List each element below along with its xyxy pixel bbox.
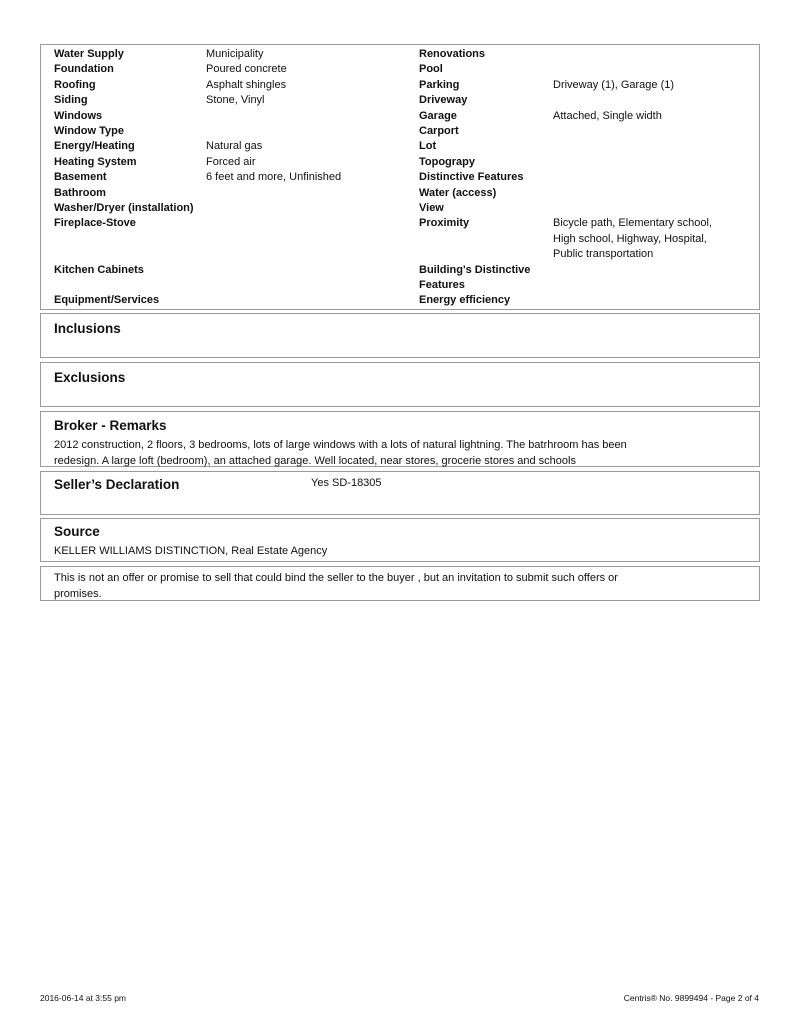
feature-label: Topograpy bbox=[419, 155, 476, 168]
feature-label: Window Type bbox=[54, 125, 124, 137]
features-table bbox=[40, 44, 760, 310]
section-title: Seller’s Declaration bbox=[54, 477, 180, 492]
feature-label: Windows bbox=[54, 109, 103, 122]
feature-value: Asphalt shingles bbox=[206, 78, 287, 91]
feature-label: Pool bbox=[419, 63, 443, 76]
feature-label: Parking bbox=[419, 78, 460, 91]
footer-date: 2016-06-14 at 3:55 pm bbox=[40, 993, 127, 1003]
feature-label: View bbox=[419, 202, 444, 214]
feature-value: High school, Highway, Hospital, bbox=[553, 232, 707, 245]
disclaimer-section bbox=[40, 566, 760, 601]
feature-label: Renovations bbox=[419, 48, 486, 60]
broker-remarks-section bbox=[40, 411, 760, 467]
section-title: Exclusions bbox=[54, 370, 126, 385]
feature-label: Fireplace-Stove bbox=[54, 217, 136, 230]
feature-label: Water (access) bbox=[419, 186, 497, 199]
feature-label: Water Supply bbox=[54, 48, 124, 60]
feature-value: Forced air bbox=[206, 155, 256, 168]
feature-value: Driveway (1), Garage (1) bbox=[553, 78, 675, 91]
feature-value: Poured concrete bbox=[206, 63, 287, 76]
feature-label: Driveway bbox=[419, 94, 468, 107]
feature-label: Building's Distinctive bbox=[419, 263, 531, 276]
sellers-declaration-section bbox=[40, 471, 760, 515]
remarks-line: 2012 construction, 2 floors, 3 bedrooms, lots of large windows with a lots of natural lightning. The batrhroom has been bbox=[54, 439, 627, 451]
feature-value: Public transportation bbox=[553, 248, 654, 261]
feature-label: Siding bbox=[54, 94, 88, 107]
disclaimer-line: promises. bbox=[54, 587, 102, 600]
feature-label: Carport bbox=[419, 125, 459, 137]
feature-label: Lot bbox=[419, 140, 437, 153]
feature-label: Equipment/Services bbox=[54, 294, 160, 307]
footer-page-info: Centris® No. 9899494 - Page 2 of 4 bbox=[623, 993, 759, 1003]
feature-value: Natural gas bbox=[206, 140, 263, 153]
remarks-line: redesign. A large loft (bedroom), an attached garage. Well located, near stores, grocerie stores and schools bbox=[54, 454, 576, 467]
feature-label: Kitchen Cabinets bbox=[54, 263, 144, 276]
feature-label: Basement bbox=[54, 171, 107, 184]
feature-value: Bicycle path, Elementary school, bbox=[553, 217, 712, 230]
feature-value: Attached, Single width bbox=[553, 109, 662, 122]
feature-label: Washer/Dryer (installation) bbox=[54, 202, 194, 214]
disclaimer-line: This is not an offer or promise to sell that could bind the seller to the buyer , but an invitation to submit such offers or bbox=[54, 572, 618, 584]
source-section bbox=[40, 518, 760, 562]
feature-label: Heating System bbox=[54, 155, 137, 168]
feature-label: Energy efficiency bbox=[419, 294, 511, 307]
feature-label: Bathroom bbox=[54, 186, 106, 199]
feature-value: 6 feet and more, Unfinished bbox=[206, 171, 342, 184]
feature-label: Garage bbox=[419, 109, 457, 122]
feature-label: Energy/Heating bbox=[54, 140, 135, 153]
inclusions-section bbox=[40, 313, 760, 358]
feature-label: Foundation bbox=[54, 63, 114, 76]
feature-label: Roofing bbox=[54, 78, 96, 91]
feature-label: Distinctive Features bbox=[419, 171, 524, 184]
source-value: KELLER WILLIAMS DISTINCTION, Real Estate Agency bbox=[54, 545, 328, 557]
feature-value: Municipality bbox=[206, 48, 264, 60]
exclusions-section bbox=[40, 362, 760, 407]
section-title: Broker - Remarks bbox=[54, 418, 167, 433]
feature-value: Stone, Vinyl bbox=[206, 94, 265, 107]
feature-label: Features bbox=[419, 279, 465, 291]
section-title: Inclusions bbox=[54, 321, 121, 336]
feature-label: Proximity bbox=[419, 217, 470, 230]
declaration-value: Yes SD-18305 bbox=[311, 477, 382, 489]
section-title: Source bbox=[54, 524, 100, 539]
